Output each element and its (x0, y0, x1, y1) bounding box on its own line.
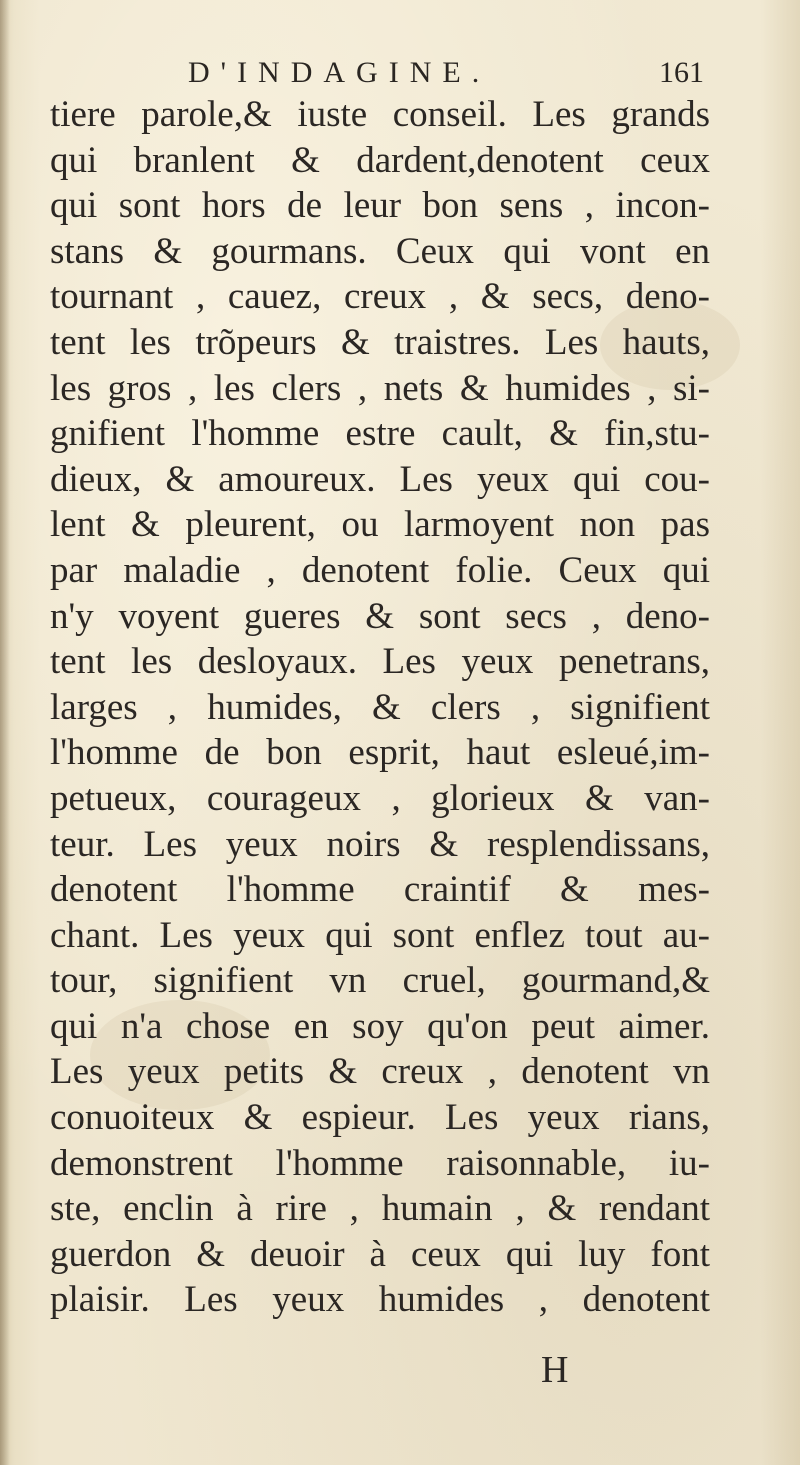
text-line: dieux, & amoureux. Les yeux qui cou- (50, 458, 710, 500)
text-line: plaisir. Les yeux humides , denotent (50, 1279, 710, 1321)
gutter-shadow (0, 0, 10, 1465)
text-line: guerdon & deuoir à ceux qui luy font (50, 1233, 710, 1275)
text-line: les gros , les clers , nets & humides , si- (50, 367, 710, 409)
text-line: demonstrent l'homme raisonnable, iu- (50, 1142, 710, 1184)
text-line: teur. Les yeux noirs & resplendissans, (50, 823, 710, 865)
page-number: 161 (659, 56, 704, 89)
text-line: tiere parole,& iuste conseil. Les grands (50, 94, 710, 135)
text-line: qui n'a chose en soy qu'on peut aimer. (50, 1005, 710, 1047)
text-line: Les yeux petits & creux , denotent vn (50, 1051, 710, 1093)
text-line: denotent l'homme craintif & mes- (50, 869, 710, 911)
text-line: qui branlent & dardent,denotent ceux (50, 139, 710, 181)
signature-mark: H (541, 1349, 569, 1391)
text-line: ste, enclin à rire , humain , & rendant (50, 1188, 710, 1230)
text-line: tournant , cauez, creux , & secs, deno- (50, 276, 710, 318)
text-line: l'homme de bon esprit, haut esleué,im- (50, 732, 710, 774)
text-line: tour, signifient vn cruel, gourmand,& (50, 960, 710, 1002)
text-line: lent & pleurent, ou larmoyent non pas (50, 504, 710, 546)
text-line: n'y voyent gueres & sont secs , deno- (50, 595, 710, 637)
text-line: petueux, courageux , glorieux & van- (50, 777, 710, 819)
text-line: par maladie , denotent folie. Ceux qui (50, 549, 710, 591)
text-line: stans & gourmans. Ceux qui vont en (50, 230, 710, 272)
text-line: larges , humides, & clers , signifient (50, 686, 710, 728)
text-line: tent les trõpeurs & traistres. Les hauts, (50, 321, 710, 363)
text-line: conuoiteux & espieur. Les yeux rians, (50, 1097, 710, 1139)
running-title: D'INDAGINE. (188, 56, 491, 89)
text-line: chant. Les yeux qui sont enflez tout au- (50, 914, 710, 956)
text-line: gnifient l'homme estre cault, & fin,stu- (50, 413, 710, 455)
text-line: tent les desloyaux. Les yeux penetrans, (50, 641, 710, 683)
text-line: qui sont hors de leur bon sens , incon- (50, 185, 710, 227)
body-text (50, 92, 710, 1323)
page-header (0, 52, 800, 96)
